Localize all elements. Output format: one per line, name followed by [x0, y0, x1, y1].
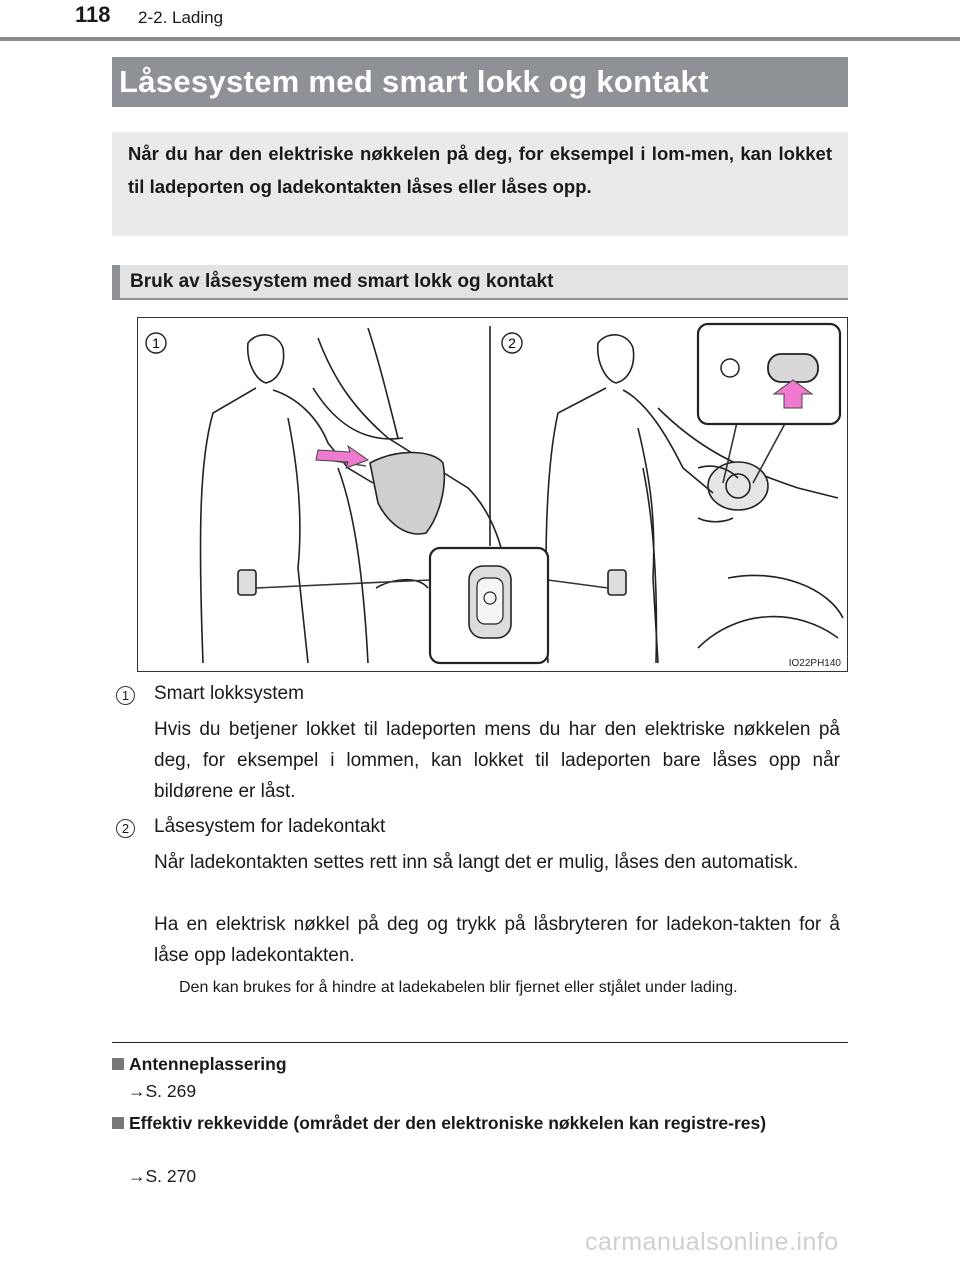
square-bullet-icon [112, 1058, 124, 1070]
charge-port-lid [370, 452, 444, 533]
key-in-pocket-2 [608, 570, 626, 595]
intro-box: Når du har den elektriske nøkkelen på deg, for eksempel i lom-men, kan lokket til ladeporten og ladekontakten låses eller låses opp. [112, 132, 848, 236]
square-bullet-icon [112, 1117, 124, 1129]
lock-switch-callout [698, 324, 840, 424]
item-2-label: Låsesystem for ladekontakt [154, 816, 386, 837]
item-1-text: Hvis du betjener lokket til ladeporten mens du har den elektriske nøkkelen på deg, for eksempel i lommen, kan lokket til ladeporten bare låses opp når bildørene er låst. [154, 719, 840, 802]
arrow-icon: → [128, 1081, 146, 1101]
arrow-icon: → [128, 1166, 146, 1186]
section-antenna-heading: Antenneplassering [112, 1053, 287, 1076]
panel-label-2: 2 [508, 335, 516, 351]
item-2-text-2: Ha en elektrisk nøkkel på deg og trykk på låsbryteren for ladekon-takten for å låse opp ladekontakten. [154, 914, 840, 966]
item-1-number: 1 [116, 686, 135, 705]
figure-code: IO22PH140 [788, 658, 841, 669]
page-title: Låsesystem med smart lokk og kontakt [112, 57, 848, 107]
panel-label-1: 1 [152, 335, 160, 351]
key-in-pocket-1 [238, 570, 256, 595]
section-divider [112, 1042, 848, 1043]
item-2-number-wrap [116, 817, 135, 839]
breadcrumb: 2-2. Lading [138, 8, 224, 27]
page-number: 118 [75, 2, 111, 27]
section-antenna-ref[interactable]: →S. 269 [128, 1081, 197, 1101]
item-1-number-wrap [116, 684, 135, 706]
watermark: carmanualsonline.info [585, 1228, 839, 1256]
item-2-number: 2 [116, 819, 135, 838]
subheading: Bruk av låsesystem med smart lokk og kontakt [112, 265, 848, 300]
electronic-key-callout [430, 548, 548, 663]
section-range-ref[interactable]: →S. 270 [128, 1166, 197, 1186]
header-rule [0, 37, 960, 41]
section-range-heading: Effektiv rekkevidde (området der den elektroniske nøkkelen kan registre-res) [112, 1112, 848, 1135]
item-2-text-1: Når ladekontakten settes rett inn så langt det er mulig, låses den automatisk. [154, 852, 799, 873]
illustration [137, 317, 848, 672]
item-1-label: Smart lokksystem [154, 683, 304, 704]
item-2-note: Den kan brukes for å hindre at ladekabelen blir fjernet eller stjålet under lading. [179, 979, 738, 996]
charge-port [708, 462, 768, 510]
